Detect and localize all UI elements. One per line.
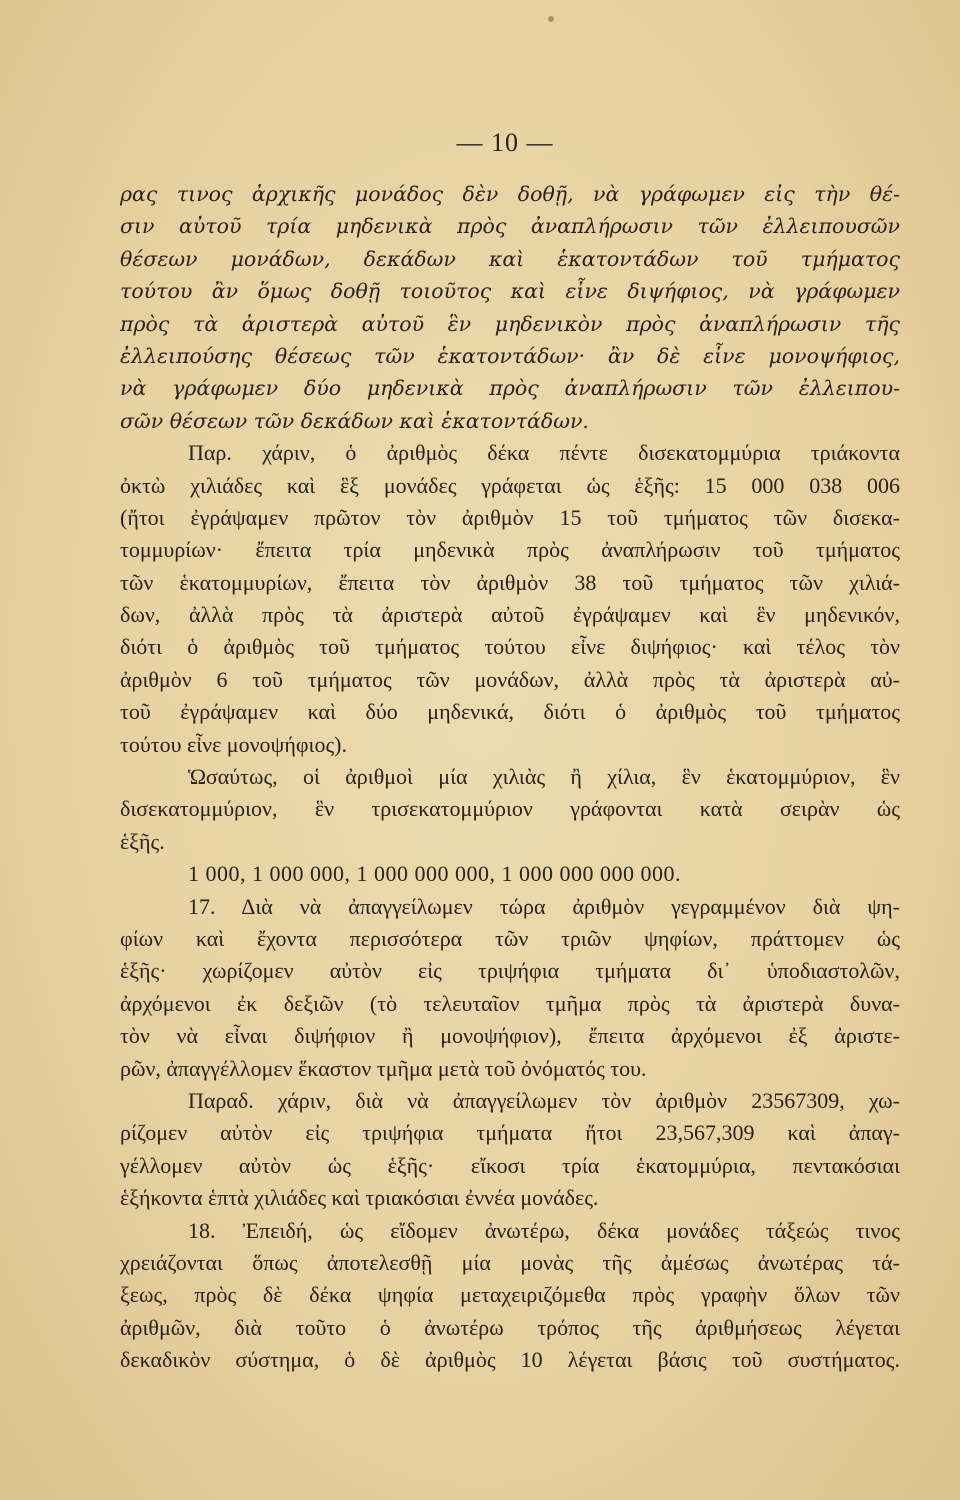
text-line: ἑξῆς. [120,828,165,854]
text-line: φίων καὶ ἔχοντα περισσότερα τῶν τριῶν ψηφίων, πράττομεν ὡς [120,925,900,951]
text-line: δων, ἀλλὰ πρὸς τὰ ἀριστερὰ αὐτοῦ ἐγράψαμεν καὶ ἓν μηδενικόν, [120,602,900,628]
text-line: ἑξήκοντα ἑπτὰ χιλιάδες καὶ τριακόσιαι ἐννέα μονάδες. [120,1185,599,1211]
text-line: ρας τινος ἀρχικῆς μονάδος δὲν δοθῇ, νὰ γράφωμεν εἰς τὴν θέ- [120,182,900,206]
text-line: τὸν νὰ εἶναι διψήφιον ἢ μονοψήφιον), ἔπειτα ἀρχόμενοι ἐξ ἀριστε- [120,1023,900,1049]
text-line: ἀρχόμενοι ἐκ δεξιῶν (τὸ τελευταῖον τμῆμα πρὸς τὰ ἀριστερὰ δυνα- [120,990,900,1016]
text-line: πρὸς τὰ ἀριστερὰ αὐτοῦ ἓν μηδενικὸν πρὸς ἀναπλήρωσιν τῆς [120,311,900,336]
text-line: σῶν θέσεων τῶν δεκάδων καὶ ἑκατοντάδων. [120,408,589,433]
text-line: Παραδ. χάριν, διὰ νὰ ἀπαγγείλωμεν τὸν ἀριθμὸν 23567309, χω- [188,1087,900,1113]
text-line: νὰ γράφωμεν δύο μηδενικὰ πρὸς ἀναπλήρωσιν τῶν ἐλλειπου- [120,376,900,401]
page-number: — 10 — [456,128,554,157]
text-line: ὀκτὼ χιλιάδες καὶ ἓξ μονάδες γράφεται ὡς ἑξῆς: 15 000 038 006 [120,472,900,498]
text-line: γέλλομεν αὐτὸν ὡς ἑξῆς· εἴκοσι τρία ἑκατομμύρια, πεντακόσιαι [120,1152,900,1178]
text-line: ἀριθμὸν 6 τοῦ τμήματος τῶν μονάδων, ἀλλὰ πρὸς τὰ ἀριστερὰ αὐ- [120,666,900,692]
text-line: τούτου εἶνε μονοψήφιος). [120,731,347,757]
text-line: ξεως, πρὸς δὲ δέκα ψηφία μεταχειριζόμεθα πρὸς γραφὴν ὅλων τῶν [120,1282,900,1308]
text-line: τοῦ ἐγράψαμεν καὶ δύο μηδενικά, διότι ὁ ἀριθμὸς τοῦ τμήματος [120,699,900,725]
text-line: ἐλλειπούσης θέσεως τῶν ἑκατοντάδων· ἂν δὲ εἶνε μονοψήφιος, [120,343,900,368]
text-line: ἑξῆς· χωρίζομεν αὐτὸν εἰς τριψήφια τμήματα δι᾽ ὑποδιαστολῶν, [120,958,900,984]
body-text [120,178,900,1376]
text-line: τομμυρίων· ἔπειτα τρία μηδενικὰ πρὸς ἀναπλήρωσιν τοῦ τμήματος [120,537,900,563]
text-line: Παρ. χάριν, ὁ ἀριθμὸς δέκα πέντε δισεκατομμύρια τριάκοντα [188,440,900,466]
text-line: ρῶν, ἀπαγγέλλομεν ἕκαστον τμῆμα μετὰ τοῦ ὀνόματός του. [120,1055,647,1081]
text-line: δισεκατομμύριον, ἓν τρισεκατομμύριον γράφονται κατὰ σειρὰν ὡς [120,796,900,822]
text-line: ρίζομεν αὐτὸν εἰς τριψήφια τμήματα ἤτοι 23,567,309 καὶ ἀπαγ- [120,1120,900,1146]
text-line: θέσεων μονάδων, δεκάδων καὶ ἑκατοντάδων τοῦ τμήματος [120,246,900,271]
text-line: 17. Διὰ νὰ ἀπαγγείλωμεν τώρα ἀριθμὸν γεγραμμένον διὰ ψη- [188,893,900,919]
text-line: τούτου ἂν ὅμως δοθῇ τοιοῦτος καὶ εἶνε διψήφιος, νὰ γράφωμεν [120,279,900,304]
text-line: 18. Ἐπειδή, ὡς εἴδομεν ἀνωτέρω, δέκα μονάδες τάξεώς τινος [188,1217,900,1243]
text-line: τῶν ἑκατομμυρίων, ἔπειτα τὸν ἀριθμὸν 38 τοῦ τμήματος τῶν χιλιά- [120,569,900,595]
text-line: 1 000, 1 000 000, 1 000 000 000, 1 000 000 000 000. [188,861,681,887]
paper-speck [548,16,554,22]
text-line: διότι ὁ ἀριθμὸς τοῦ τμήματος τούτου εἶνε διψήφιος· καὶ τέλος τὸν [120,634,900,660]
text-line: (ἤτοι ἐγράψαμεν πρῶτον τὸν ἀριθμὸν 15 τοῦ τμήματος τῶν δισεκα- [120,504,900,530]
text-line: Ὡσαύτως, οἱ ἀριθμοὶ μία χιλιὰς ἢ χίλια, ἓν ἑκατομμύριον, ἓν [188,764,900,790]
text-line: σιν αὐτοῦ τρία μηδενικὰ πρὸς ἀναπλήρωσιν τῶν ἐλλειπουσῶν [120,214,900,239]
text-line: ἀριθμῶν, διὰ τοῦτο ὁ ἀνωτέρω τρόπος τῆς ἀριθμήσεως λέγεται [120,1314,900,1340]
text-line: χρειάζονται ὅπως ἀποτελεσθῇ μία μονὰς τῆς ἀμέσως ἀνωτέρας τά- [120,1249,900,1275]
text-line: δεκαδικὸν σύστημα, ὁ δὲ ἀριθμὸς 10 λέγεται βάσις τοῦ συστήματος. [120,1347,900,1373]
